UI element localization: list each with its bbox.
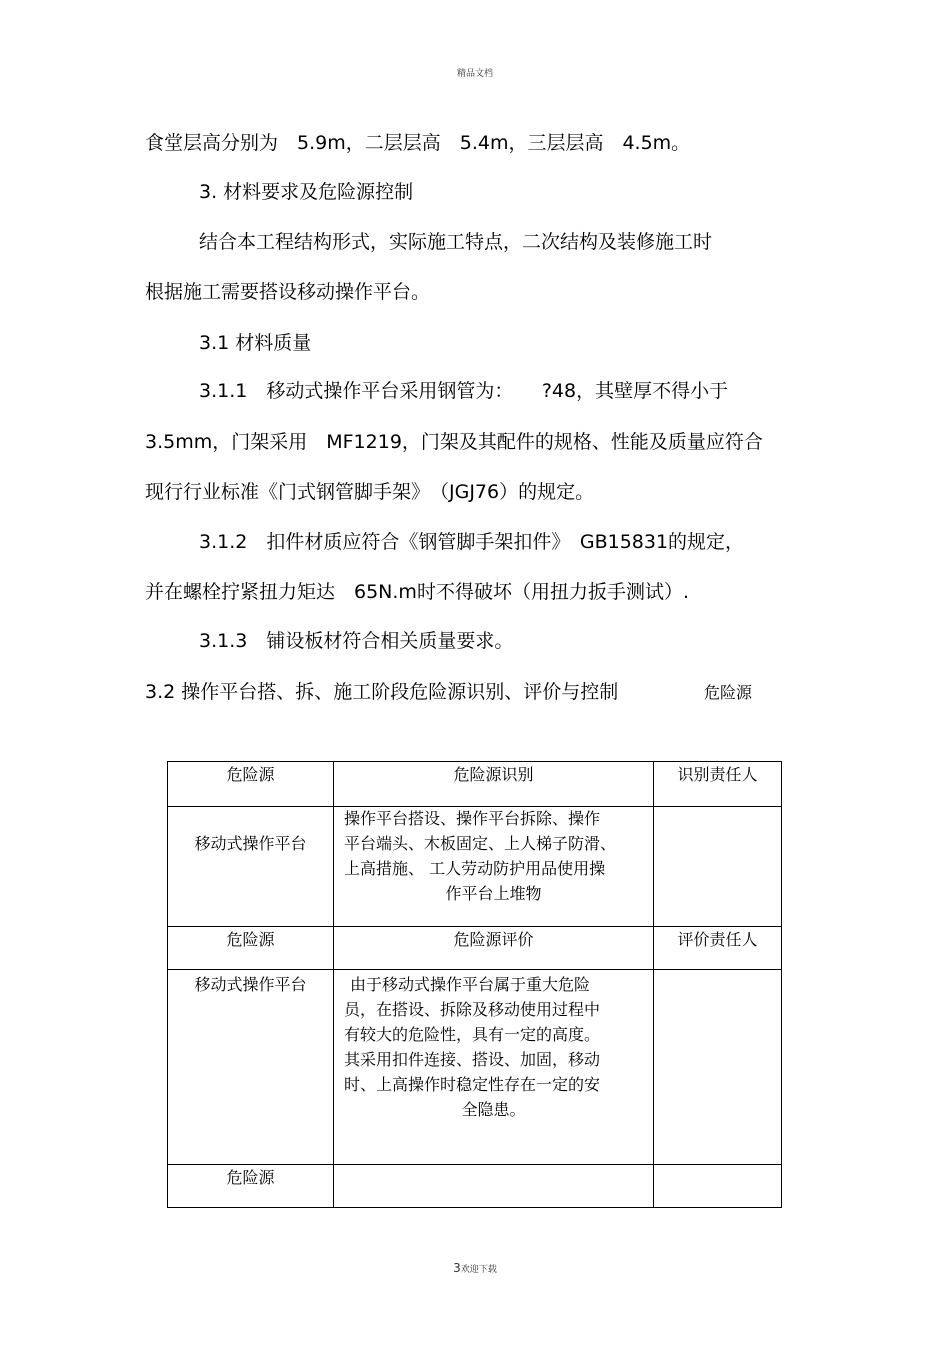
page-number: 3 [453,1261,461,1275]
footer-text: 欢迎下载 [460,1265,497,1275]
table-cell-r4-line-1: 由于移动式操作平台属于重大危险 [350,975,591,994]
section-heading-tail: 危险源 [704,683,753,702]
section-heading-3-2: 3.2 操作平台搭、拆、施工阶段危险源识别、评价与控制 [145,681,619,703]
table-cell-r4-hazard: 移动式操作平台 [194,975,307,994]
page-footer [0,1261,950,1275]
paragraph-line-6: 3.1.1 移动式操作平台采用钢管为： ?48，其壁厚不得小于 [199,380,729,402]
table-cell-r5-hazard: 危险源 [226,1168,275,1187]
table-column-divider-2 [653,762,654,1207]
table-cell-r4-line-3: 有较大的危险性，具有一定的高度。 [344,1025,601,1044]
table-cell-r2-line-3: 上高措施、 工人劳动防护用品使用操 [344,859,606,878]
table-cell-r3-responsible: 评价责任人 [677,930,758,949]
paragraph-line-8: 现行行业标准《门式钢管脚手架》 （JGJ76）的规定。 [145,481,595,503]
table-row-divider-3 [168,969,781,970]
section-heading-3-1: 3.1 材料质量 [199,332,312,354]
table-column-divider-1 [333,762,334,1207]
section-heading-3: 3. 材料要求及危险源控制 [199,181,414,203]
paragraph-line-9: 3.1.2 扣件材质应符合《钢管脚手架扣件》 GB15831的规定， [199,531,745,553]
table-cell-r3-evaluation: 危险源评价 [453,930,534,949]
table-cell-r2-line-1: 操作平台搭设、操作平台拆除、操作 [344,809,601,828]
table-cell-r1-responsible: 识别责任人 [677,765,758,784]
page-header: 精品文档 [456,69,493,79]
table-cell-r4-line-6: 全隐患。 [461,1100,526,1119]
paragraph-line-3: 结合本工程结构形式，实际施工特点，二次结构及装修施工时 [199,231,713,253]
paragraph-line-7: 3.5mm，门架采用 MF1219，门架及其配件的规格、性能及质量应符合 [145,431,763,453]
table-cell-r4-line-5: 时、上高操作时稳定性存在一定的安 [344,1075,601,1094]
paragraph-line-11: 3.1.3 铺设板材符合相关质量要求。 [199,630,514,652]
paragraph-line-4: 根据施工需要搭设移动操作平台。 [145,281,431,303]
table-cell-r3-hazard: 危险源 [226,930,275,949]
hazard-table [167,761,782,1208]
table-cell-r1-identification: 危险源识别 [453,765,534,784]
paragraph-line-10: 并在螺栓拧紧扭力矩达 65N.m时不得破坏（用扭力扳手测试）. [145,581,689,603]
table-cell-r1-hazard: 危险源 [226,765,275,784]
table-cell-r4-line-2: 员，在搭设、拆除及移动使用过程中 [344,1000,601,1019]
table-cell-r2-line-4: 作平台上堆物 [445,884,542,903]
table-cell-r2-hazard: 移动式操作平台 [194,834,307,853]
table-cell-r2-line-2: 平台端头、木板固定、上人梯子防滑、 [344,834,617,853]
table-cell-r4-line-4: 其采用扣件连接、搭设、加固，移动 [344,1050,601,1069]
paragraph-line-1: 食堂层高分别为 5.9m，二层层高 5.4m，三层层高 4.5m。 [145,132,691,154]
